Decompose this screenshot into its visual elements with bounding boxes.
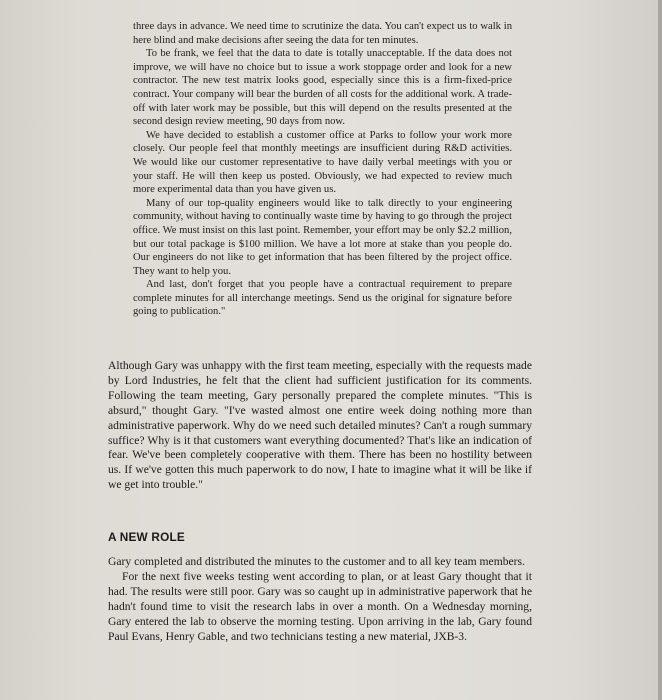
section-paragraph: For the next five weeks testing went according to plan, or at least Gary thought that it had. The results were still poor. Gary was so caught up in administrative paperwork that he hadn't found time to visit the research labs in over a month. On a Wednesday morning, Gary entered the lab to observe the morning testing. Upon arriving in the lab, Gary found Paul Evans, Henry Gable, and two technicians testing a new material, JXB-3. bbox=[108, 569, 532, 643]
narrative-block bbox=[108, 359, 532, 493]
page-edge-shadow bbox=[658, 0, 662, 700]
quote-paragraph: We have decided to establish a customer office at Parks to follow your work more closely. Our people feel that monthly meetings are insufficient during R&D activities. We would like our customer representative to have daily verbal meetings with you or your staff. He will then keep us posted. Obviously, we had expected to review much more experimental data than you have given us. bbox=[133, 129, 512, 196]
section-heading: A NEW ROLE bbox=[108, 530, 185, 544]
customer-quote-block bbox=[133, 20, 512, 319]
body-paragraph: Although Gary was unhappy with the first team meeting, especially with the requests made by Lord Industries, he felt that the client had sufficient justification for its comments. Following the team meeting, Gary personally prepared the complete minutes. "This is absurd," thought Gary. "I've wasted almost one entire week doing nothing more than administrative paperwork. Why do we need such detailed minutes? Can't a rough summary suffice? Why is it that customers want everything documented? That's like an indication of fear. We've been completely cooperative with them. There has been no hostility between us. If we've gotten this much paperwork to do now, I hate to imagine what it will be like if we get into trouble." bbox=[108, 359, 532, 492]
section-paragraph: Gary completed and distributed the minutes to the customer and to all key team members. bbox=[108, 555, 525, 568]
quote-paragraph: Many of our top-quality engineers would like to talk directly to your engineering community, without having to continually waste time by having to go through the project office. We must insist on this last point. Remember, your effort may be only $2.2 million, but our total package is $100 million. We have a lot more at stake than you people do. Our engineers do not like to get information that has been filtered by the project office. They want to help you. bbox=[133, 197, 512, 277]
quote-paragraph: three days in advance. We need time to scrutinize the data. You can't expect us to walk in here blind and make decisions after seeing the data for ten minutes. bbox=[133, 21, 512, 46]
section-body bbox=[108, 555, 532, 644]
quote-paragraph: And last, don't forget that you people have a contractual requirement to prepare complete minutes for all interchange meetings. Send us the original for signature before going to publication." bbox=[133, 279, 512, 318]
quote-paragraph: To be frank, we feel that the data to date is totally unacceptable. If the data does not improve, we will have no choice but to issue a work stoppage order and look for a new contractor. The new test matrix looks good, especially since this is a firm-fixed-price contract. Your company will bear the burden of all costs for the additional work. A trade-off with later work may be possible, but this will depend on the results presented at the second design review meeting, 90 days from now. bbox=[133, 48, 512, 128]
